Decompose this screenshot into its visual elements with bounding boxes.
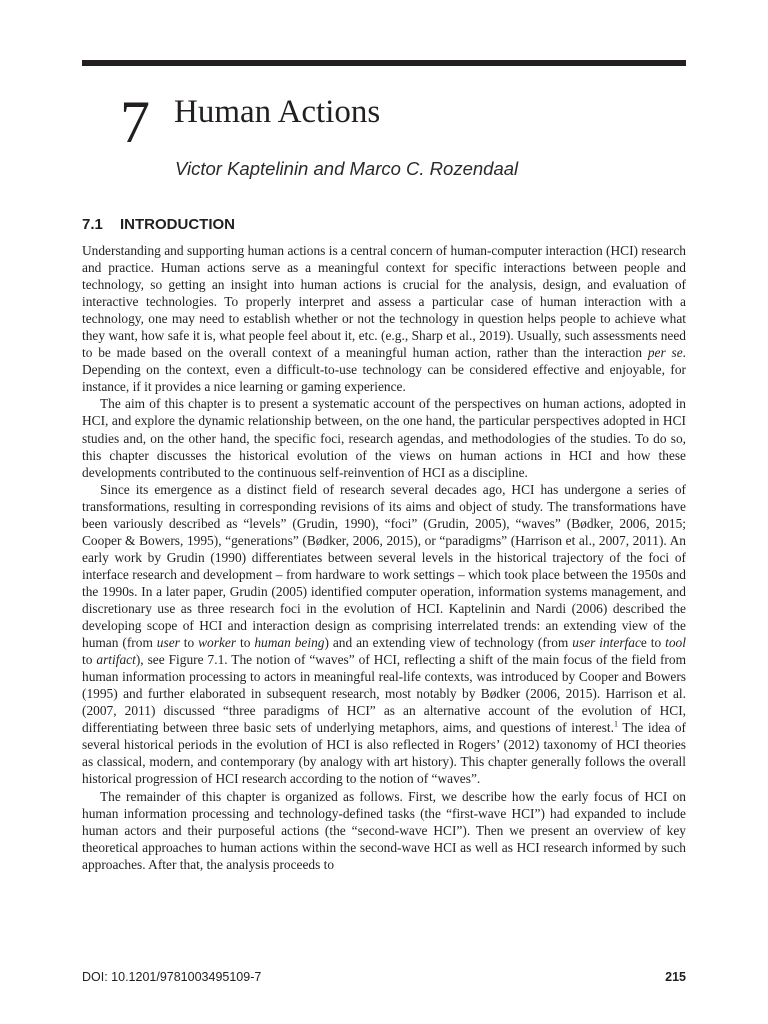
text-run: to: [82, 652, 97, 668]
text-run: Understanding and supporting human actions is a central concern of human-computer interaction (HCI) research and practice. Human actions serve as a meaningful context for specific interactions between people and technology, so getting an insight into human actions is crucial for the analysis, design, and evaluation of interactive technologies. To properly interpret and assess a particular case of human interaction with a technology, one may need to establish whether or not the technology in question helps people to achieve what they want, how safe it is, what people feel about it, etc. (e.g., Sharp et al., 2019). Usually, such assessments need to be made based on the overall context of a meaningful human action, rather than the interaction: [82, 243, 686, 361]
chapter-number: 7: [120, 89, 150, 155]
paragraph: [82, 481, 686, 788]
section-number: 7.1: [82, 216, 103, 233]
text-run: The remainder of this chapter is organized as follows. First, we describe how the early focus of HCI on human information processing and technology-defined tasks (the “first-wave HCI”) had expanded to include human actors and their purposeful actions (the “second-wave HCI”). Then we present an overview of key theoretical approaches to human actions within the second-wave HCI as well as HCI research informed by such approaches. After that, the analysis proceeds to: [82, 788, 686, 872]
text-run: ), see Figure 7.1. The notion of “waves” of HCI, reflecting a shift of the main focus of the field from human information processing to actors in meaningful real-life contexts, was introduced by Cooper and Bowers (1995) and further elaborated in subsequent research, most notably by Bødker (2006, 2015). Harrison et al. (2007, 2011) discussed “three paradigms of HCI” as an alternative account of the evolution of HCI, differentiating between three basic sets of underlying metaphors, aims, and questions of interest.: [82, 652, 687, 736]
footnote-marker: 1: [614, 719, 618, 729]
text-run: The aim of this chapter is to present a systematic account of the perspectives on human actions, adopted in HCI, and explore the dynamic relationship between, on the one hand, the particular perspectives adopted in HCI studies and, on the other hand, the specific foci, research agendas, and methodologies of the studies. To do so, this chapter discusses the historical evolution of the views on human actions in HCI and how these developments contributed to the continuous self-reinvention of HCI as a discipline.: [82, 396, 686, 480]
italic-text: tool: [665, 635, 686, 651]
italic-text: worker: [198, 635, 237, 651]
text-run: to: [179, 635, 199, 651]
italic-text: human being: [254, 635, 325, 651]
section-title: INTRODUCTION: [120, 216, 235, 233]
text-run: ) and an extending view of technology (from: [324, 635, 573, 651]
chapter-title: Human Actions: [174, 94, 381, 130]
paragraph: [82, 788, 686, 873]
paragraph: [82, 395, 686, 480]
text-run: Since its emergence as a distinct field of research several decades ago, HCI has undergone a series of transformations, resulting in corresponding revisions of its aims and object of study. The transformations have been variously described as “levels” (Grudin, 1990), “foci” (Grudin, 2005), “waves” (Bødker, 2006, 2015; Cooper & Bowers, 1995), “generations” (Bødker, 2006, 2015), or “paradigms” (Harrison et al., 2007, 2011). An early work by Grudin (1990) differentiates between several levels in the historical trajectory of the foci of interface research and development – from hardware to work settings – which took place between the 1950s and the 1990s. In a later paper, Grudin (2005) identified computer operation, information systems management, and discretionary use as three research foci in the evolution of HCI. Kaptelinin and Nardi (2006) described the developing scope of HCI and interaction design as comprising interrelated trends: an extending view of the human (from: [82, 481, 686, 651]
text-run: e to: [640, 635, 666, 651]
italic-text: per se: [647, 345, 683, 361]
text-run: The idea of several historical periods in the evolution of HCI is also reflected in Rogers’ (2012) taxonomy of HCI theories as classical, modern, and contemporary (by analogy with art history). This chapter generally follows the overall historical progression of HCI research according to the notion of “waves”.: [82, 720, 687, 787]
page-number: 215: [665, 970, 686, 984]
body-text: [82, 242, 686, 873]
top-rule: [82, 60, 686, 66]
paragraph: [82, 242, 686, 395]
text-run: to: [236, 635, 255, 651]
italic-text: artifact: [96, 652, 136, 668]
text-run: . Depending on the context, even a difficult-to-use technology can be considered effective and enjoyable, for instance, if it provides a nice learning or gaming experience.: [82, 345, 686, 395]
italic-text: user interfac: [572, 635, 641, 651]
section-heading: [82, 215, 235, 235]
chapter-authors: Victor Kaptelinin and Marco C. Rozendaal: [175, 158, 519, 179]
italic-text: user: [156, 635, 180, 651]
footer-doi: DOI: 10.1201/9781003495109-7: [82, 970, 262, 984]
